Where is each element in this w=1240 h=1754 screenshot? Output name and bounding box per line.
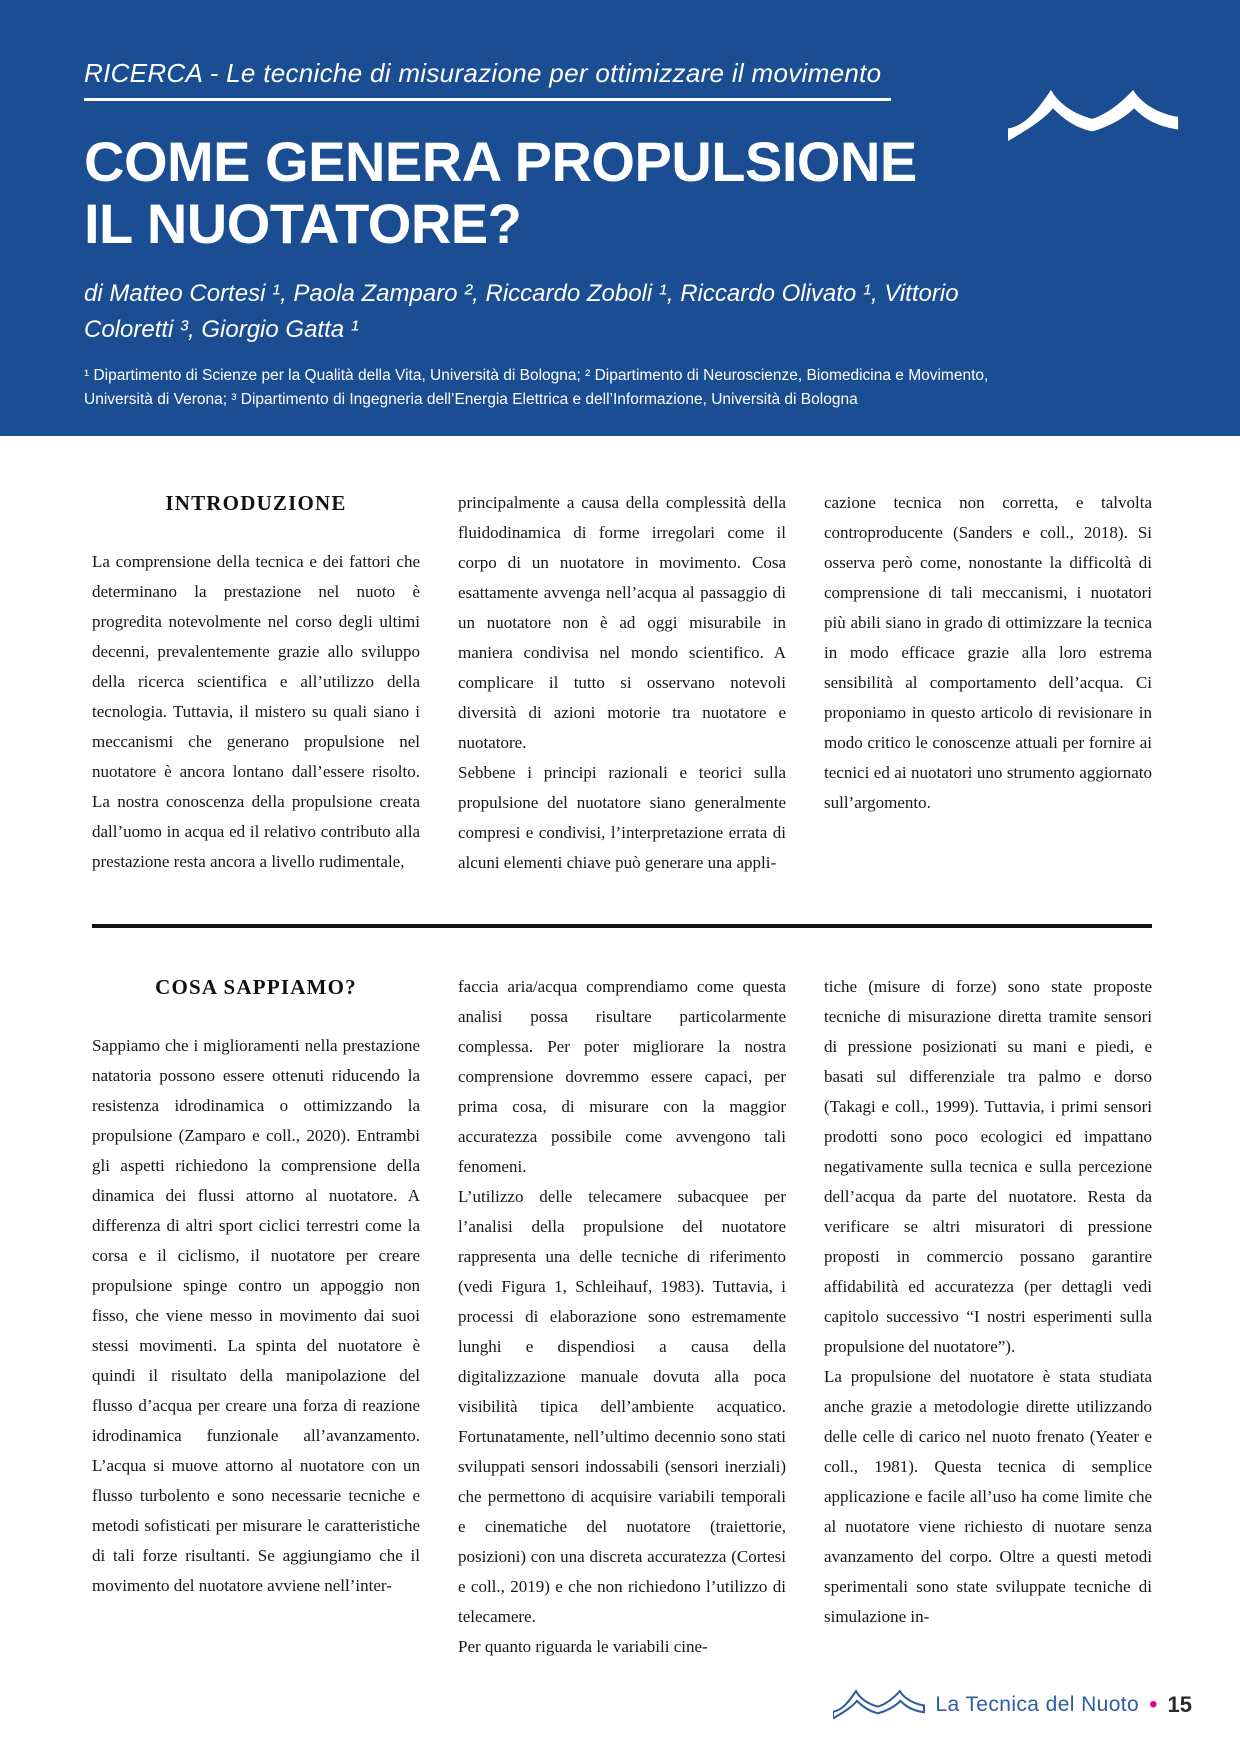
paragraph: La comprensione della tecnica e dei fattori che determinano la prestazione nel nuoto è progredita notevolmente nel corso degli ultimi decenni, prevalentemente grazie allo sviluppo della ricerca scientifica e all’utilizzo della tecnologia. Tuttavia, il mistero su quali siano i meccanismi che generano propulsione nel nuotatore è ancora lontano dall’essere risolto. La nostra conoscenza della propulsione creata dall’uomo in acqua ed il relativo contributo alla prestazione resta ancora a livello rudimentale, — [92, 552, 420, 871]
magazine-name: La Tecnica del Nuoto — [935, 1692, 1140, 1716]
wave-icon — [1008, 86, 1180, 144]
column-text — [92, 547, 420, 877]
paragraph: Per quanto riguarda le variabili cine- — [458, 1637, 708, 1656]
paragraph: principalmente a causa della complessità della fluidodinamica di forme irregolari come il corpo di un nuotatore in movimento. Cosa esattamente avvenga nell’acqua al passaggio di un nuotatore non è ad oggi misurabile in maniera condivisa nel mondo scientifico. A complicare il tutto si osservano notevoli diversità di azioni motorie tra nuotatore e nuotatore. — [458, 493, 786, 752]
paragraph: cazione tecnica non corretta, e talvolta controproducente (Sanders e coll., 2018). Si osserva però come, nonostante la difficoltà di comprensione di tali meccanismi, i nuotatori più abili siano in grado di ottimizzare la tecnica in modo efficace grazie alla loro estrema sensibilità al comportamento dell’acqua. Ci proponiamo in questo articolo di revisionare in modo critico le conoscenze attuali per fornire ai tecnici ed ai nuotatori uno strumento aggiornato sull’argomento. — [824, 493, 1152, 812]
column-text — [458, 972, 786, 1662]
cosa-column-2 — [458, 972, 786, 1662]
column-text — [92, 1031, 420, 1601]
paragraph: L’utilizzo delle telecamere subacquee per l’analisi della propulsione del nuotatore rappresenta una delle tecniche di riferimento (vedi Figura 1, Schleihauf, 1983). Tuttavia, i processi di elaborazione sono estremamente lunghi e dispendiosi a causa della digitalizzazione manuale dovuta alla poca visibilità tipica dell’ambiente acquatico. Fortunatamente, nell’ultimo decennio sono stati sviluppati sensori indossabili (sensori inerziali) che permettono di acquisire variabili temporali e cinematiche del nuotatore (traiettorie, posizioni) con una discreta accuratezza (Cortesi e coll., 2019) e che non richiedono l’utilizzo di telecamere. — [458, 1187, 786, 1626]
paragraph: tiche (misure di forze) sono state proposte tecniche di misurazione diretta tramite sensori di pressione posizionati su mani e piedi, e basati sul differenziale tra palmo e dorso (Takagi e coll., 1999). Tuttavia, i primi sensori prodotti sono poco ecologici ed impattano negativamente sulla tecnica e sulla percezione dell’acqua da parte del nuotatore. Resta da verificare se altri misuratori di pressione proposti in commercio possano garantire affidabilità ed accuratezza (per dettagli vedi capitolo successivo “I nostri esperimenti sulla propulsione del nuotatore”). — [824, 977, 1152, 1356]
section-divider — [92, 924, 1152, 928]
section-heading-cosa-sappiamo: COSA SAPPIAMO? — [155, 975, 357, 999]
paragraph: Sebbene i principi razionali e teorici sulla propulsione del nuotatore siano generalmente compresi e condivisi, l’interpretazione errata di alcuni elementi chiave può generare una appli- — [458, 763, 786, 872]
column-text — [824, 488, 1152, 818]
cosa-column-3 — [824, 972, 1152, 1662]
section-cosa-sappiamo — [92, 972, 1152, 1662]
page-number: 15 — [1167, 1691, 1192, 1717]
column-text — [458, 488, 786, 878]
column-text — [824, 972, 1152, 1632]
cosa-column-1 — [92, 972, 420, 1662]
title-line-1: COME GENERA PROPULSIONE — [84, 130, 917, 193]
title-line-2: IL NUOTATORE? — [84, 191, 522, 255]
wave-logo-icon — [833, 1689, 925, 1720]
separator-dot-icon: • — [1149, 1690, 1158, 1718]
paragraph: faccia aria/acqua comprendiamo come questa analisi possa risultare particolarmente complessa. Per poter migliorare la nostra comprensione dovremmo essere capaci, per prima cosa, di misurare con la maggior accuratezza possibile come avvengono tali fenomeni. — [458, 977, 786, 1176]
affiliations: ¹ Dipartimento di Scienze per la Qualità della Vita, Università di Bologna; ² Dipartimento di Neuroscienze, Biomedicina e Movimento, Università di Verona; ³ Dipartimento di Ingegneria dell’Energia Elettrica e dell’Informazione, Università di Bologna — [84, 367, 989, 409]
article-title — [84, 131, 1010, 254]
section-heading-introduzione: INTRODUZIONE — [165, 491, 347, 515]
section-introduzione — [92, 488, 1152, 878]
section-kicker: RICERCA - Le tecniche di misurazione per ottimizzare il movimento — [84, 58, 891, 101]
paragraph: La propulsione del nuotatore è stata studiata anche grazie a metodologie dirette utilizzando delle celle di carico nel nuoto frenato (Yeater e coll., 1981). Questa tecnica di semplice applicazione e facile all’uso ha come limite che al nuotatore viene richiesto di nuotare senza avanzamento del corpo. Oltre a questi metodi sperimentali sono state sviluppate tecniche di simulazione in- — [824, 1367, 1152, 1626]
page-footer — [833, 1689, 1192, 1720]
intro-column-3 — [824, 488, 1152, 878]
intro-column-1 — [92, 488, 420, 878]
byline: di Matteo Cortesi ¹, Paola Zamparo ², Riccardo Zoboli ¹, Riccardo Olivato ¹, Vittorio Coloretti ³, Giorgio Gatta ¹ — [84, 280, 959, 344]
paragraph: Sappiamo che i miglioramenti nella prestazione natatoria possono essere ottenuti riducendo la resistenza idrodinamica o ottimizzando la propulsione (Zamparo e coll., 2020). Entrambi gli aspetti richiedono la comprensione della dinamica dei flussi attorno al nuotatore. A differenza di altri sport ciclici terrestri come la corsa e il ciclismo, il nuotatore per creare propulsione spinge contro un appoggio non fisso, che viene messo in movimento dai suoi stessi movimenti. La spinta del nuotatore è quindi il risultato della manipolazione del flusso d’acqua per creare una forza di reazione idrodinamica funzionale all’avanzamento. L’acqua si muove attorno al nuotatore con un flusso turbolento e sono necessarie tecniche e metodi sofisticati per misurare le caratteristiche di tali forze risultanti. Se aggiungiamo che il movimento del nuotatore avviene nell’inter- — [92, 1036, 420, 1595]
masthead — [0, 0, 1240, 436]
article-body — [0, 488, 1240, 1662]
intro-column-2 — [458, 488, 786, 878]
